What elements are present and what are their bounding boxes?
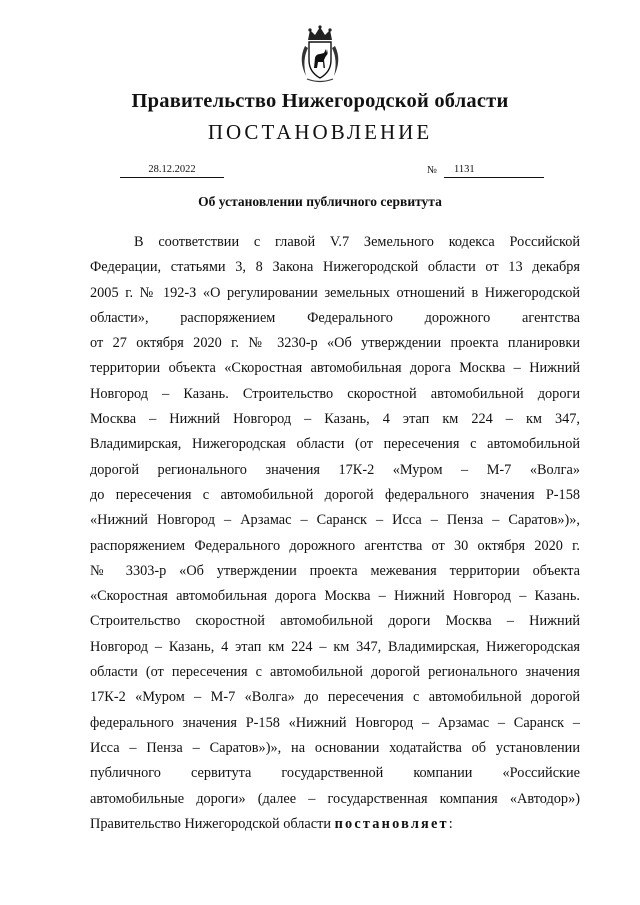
body-line: дорогой регионального значения 17К-2 «Муром – М-7 «Волга» <box>90 461 580 478</box>
body-line: Исса – Пенза – Саратов»)», на основании ходатайства об установлении <box>90 739 580 756</box>
body-last-line-end: : <box>448 815 453 832</box>
body-line: до пересечения с автомобильной дорогой федерального значения Р-158 <box>90 486 580 503</box>
body-line: «Скоростная автомобильная дорога Москва – Нижний Новгород – Казань. <box>90 588 580 605</box>
document-subject: Об установлении публичного сервитута <box>198 194 442 209</box>
body-last-line-text: Правительство Нижегородской области <box>90 815 335 832</box>
body-line: «Нижний Новгород – Арзамас – Саранск – Исса – Пенза – Саратов»)», <box>90 512 580 529</box>
coat-of-arms-icon <box>296 24 344 84</box>
body-line: Москва – Нижний Новгород – Казань, 4 этап км 224 – км 347, <box>90 411 580 428</box>
body-line: 2005 г. № 192-З «О регулировании земельных отношений в Нижегородской <box>90 284 580 301</box>
body-line: публичного сервитута государственной компании «Российские <box>90 765 580 782</box>
body-line: автомобильные дороги» (далее – государственная компания «Автодор») <box>90 790 580 807</box>
document-type: ПОСТАНОВЛЕНИЕ <box>207 120 433 144</box>
body-line: 17К-2 «Муром – М-7 «Волга» до пересечения с автомобильной дорогой <box>90 689 580 706</box>
body-line: В соответствии с главой V.7 Земельного кодекса Российской <box>134 234 580 250</box>
body-line: Строительство скоростной автомобильной дороги Москва – Нижний <box>90 613 580 630</box>
body-line: Владимирская, Нижегородская области (от пересечения с автомобильной <box>90 436 580 453</box>
body-line: области (от пересечения с автомобильной дорогой регионального значения <box>90 664 580 681</box>
body-last-line <box>90 812 580 837</box>
body-line: Федерации, статьями 3, 8 Закона Нижегородской области от 13 декабря <box>90 259 580 276</box>
body-line: территории объекта «Скоростная автомобильная дорога Москва – Нижний <box>90 360 580 377</box>
resolution-keyword: постановляет <box>334 815 449 832</box>
document-number: 1131 <box>444 163 544 178</box>
body-text <box>90 230 580 837</box>
document-date: 28.12.2022 <box>120 163 224 178</box>
number-sign: № <box>427 165 438 176</box>
government-title: Правительство Нижегородской области <box>131 90 509 112</box>
body-line: № 3303-р «Об утверждении проекта межевания территории объекта <box>90 562 580 579</box>
body-line: Новгород – Казань. Строительство скоростной автомобильной дороги <box>90 385 580 402</box>
body-line: Новгород – Казань, 4 этап км 224 – км 347, Владимирская, Нижегородская <box>90 638 580 655</box>
body-line: области», распоряжением Федерального дорожного агентства <box>90 309 580 326</box>
body-line: от 27 октября 2020 г. № 3230-р «Об утверждении проекта планировки <box>90 335 580 352</box>
body-line: распоряжением Федерального дорожного агентства от 30 октября 2020 г. <box>90 537 580 554</box>
body-line: федерального значения Р-158 «Нижний Новгород – Арзамас – Саранск – <box>90 714 580 731</box>
